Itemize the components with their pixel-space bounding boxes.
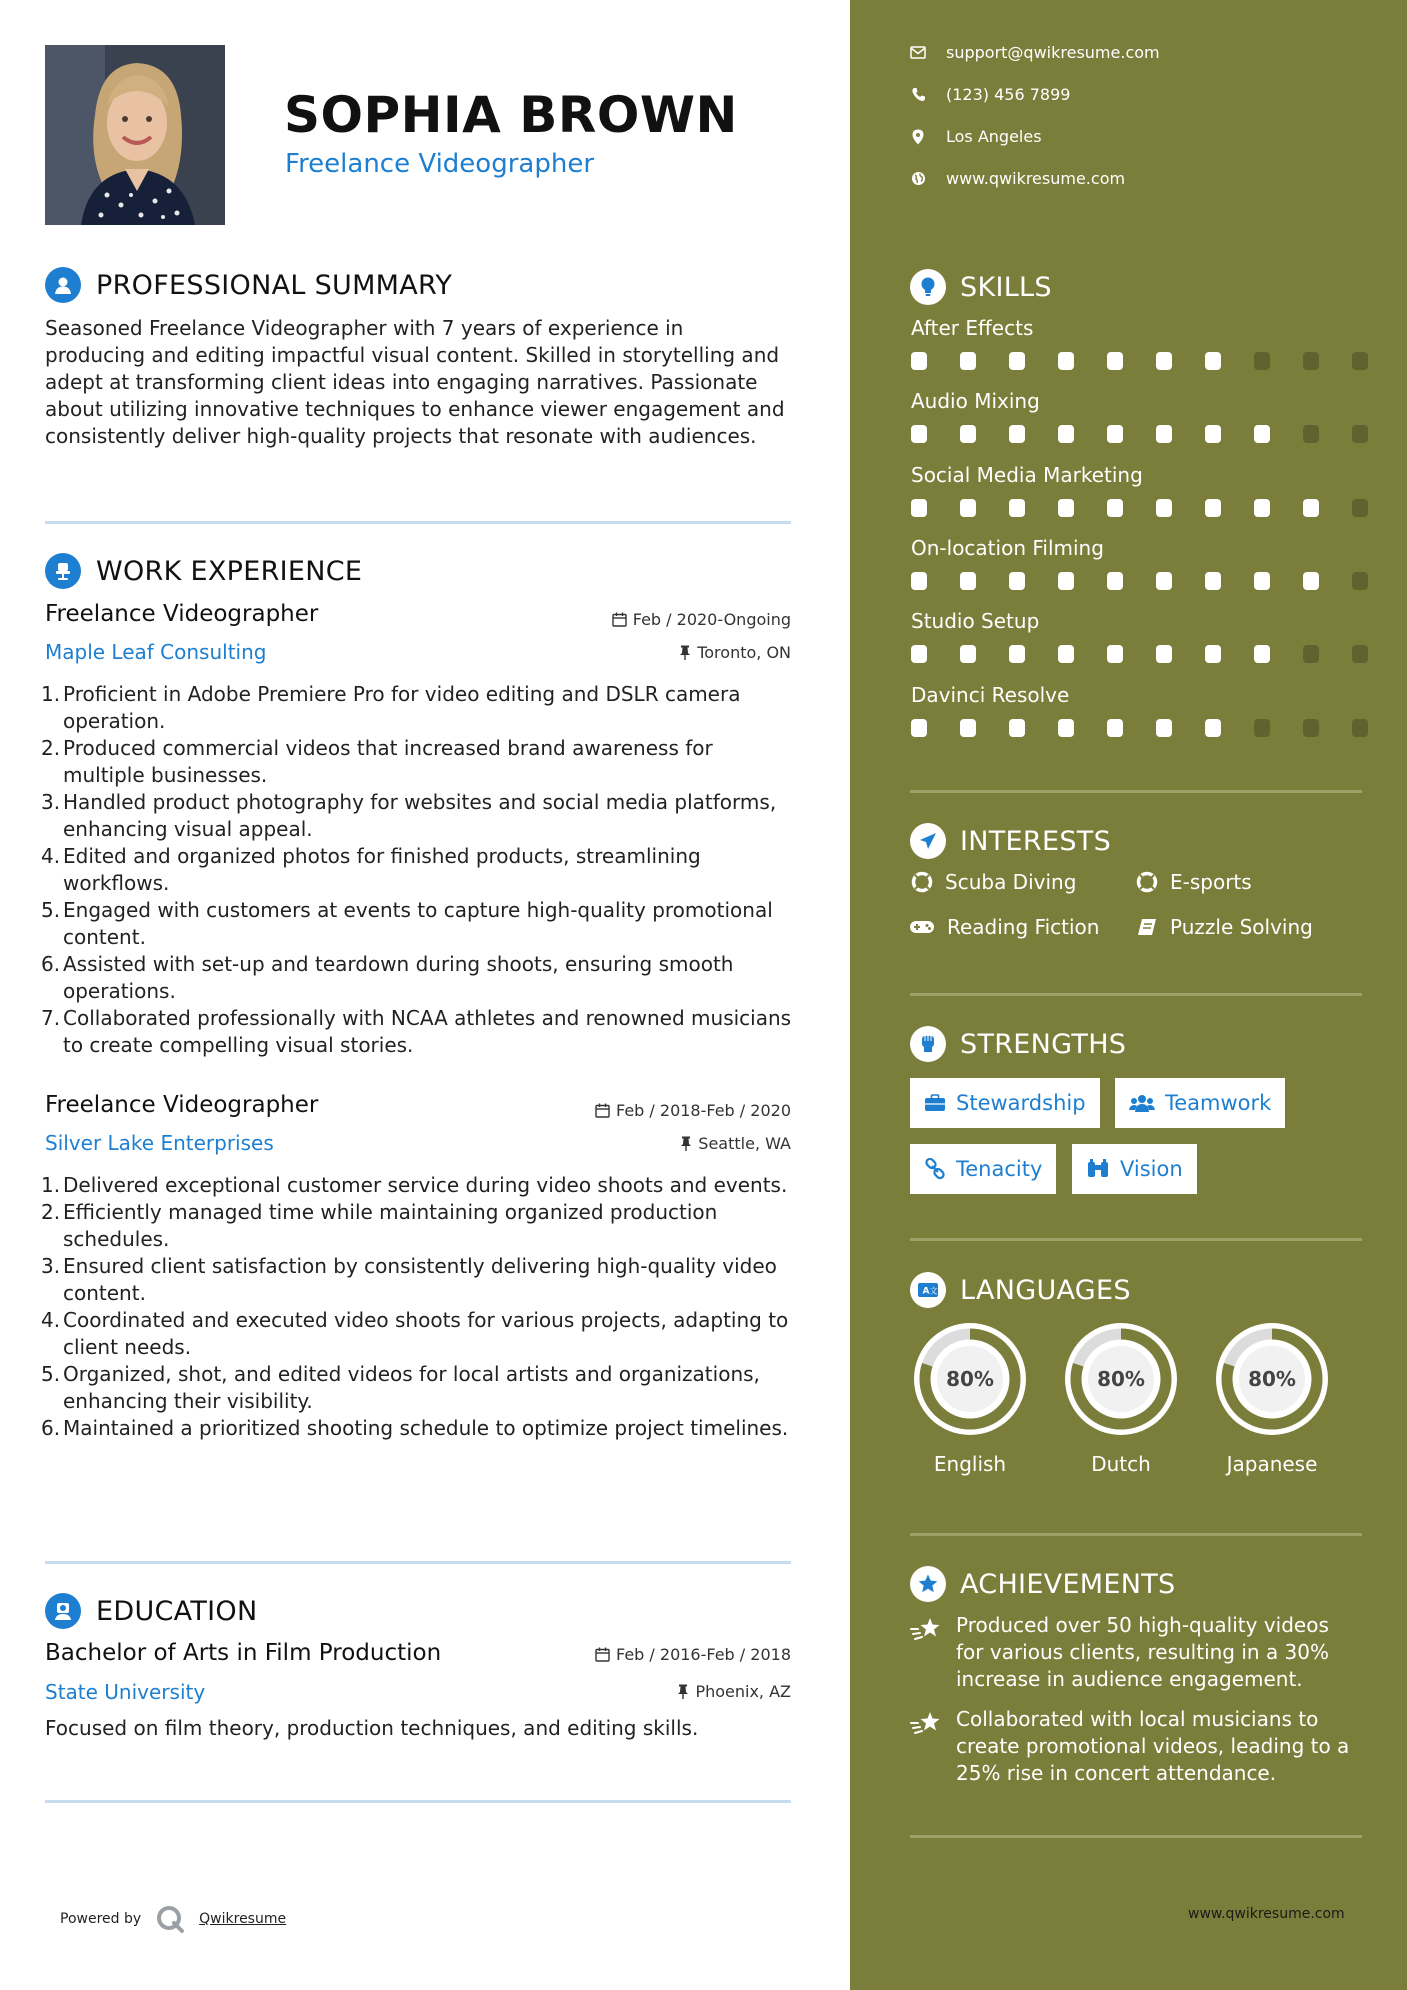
job-location	[679, 643, 791, 662]
strengths-title: STRENGTHS	[960, 1028, 1127, 1060]
job-title: Freelance Videographer	[45, 601, 319, 627]
achievement-item	[910, 1706, 1360, 1787]
skill-dot-filled	[911, 352, 927, 370]
skill-dot-filled	[1058, 499, 1074, 517]
duty-item: 2. Produced commercial videos that increased brand awareness for multiple businesses.	[41, 736, 713, 787]
skill-dot-filled	[1058, 719, 1074, 737]
skill-dot-filled	[1009, 719, 1025, 737]
skill-rating	[911, 719, 1366, 739]
contact-email[interactable]	[910, 43, 1160, 62]
skill-dot-filled	[1009, 499, 1025, 517]
contact-phone[interactable]	[910, 85, 1070, 104]
skill-dot-empty	[1303, 645, 1319, 663]
duty-item: 4. Edited and organized photos for finished products, streamlining workflows.	[41, 844, 701, 895]
skill-dot-filled	[1058, 352, 1074, 370]
school-name: State University	[45, 1680, 206, 1704]
language-item	[909, 1318, 1031, 1476]
skill-dot-filled	[1254, 645, 1270, 663]
link-icon	[924, 1158, 946, 1180]
language-ring	[1211, 1318, 1333, 1440]
strength-label: Tenacity	[956, 1157, 1043, 1181]
duty-item: 5. Organized, shot, and edited videos for local artists and organizations, enhancing their visibility.	[41, 1362, 760, 1413]
skill-name: Social Media Marketing	[911, 463, 1143, 487]
skill-dot-filled	[960, 645, 976, 663]
duty-item: 2. Efficiently managed time while maintaining organized production schedules.	[41, 1200, 718, 1251]
duty-item: 5. Engaged with customers at events to capture high-quality promotional content.	[41, 898, 773, 949]
education-dates	[595, 1645, 791, 1664]
skill-dot-filled	[1009, 352, 1025, 370]
skill-dot-filled	[1205, 425, 1221, 443]
achievements-heading	[910, 1566, 1176, 1602]
duty-item: 4. Coordinated and executed video shoots for various projects, adapting to client needs.	[41, 1308, 789, 1359]
skill-dot-empty	[1303, 352, 1319, 370]
calendar-icon	[612, 612, 627, 627]
duty-item: 3. Ensured client satisfaction by consistently delivering high-quality video content.	[41, 1254, 777, 1305]
skill-dot-filled	[1107, 352, 1123, 370]
skill-dot-empty	[1352, 425, 1368, 443]
job-duties	[41, 681, 793, 1059]
user-icon	[45, 267, 81, 303]
job-location-text: Toronto, ON	[697, 643, 791, 662]
contact-website-text: www.qwikresume.com	[946, 169, 1126, 188]
strength-chip	[1072, 1144, 1197, 1194]
job-dates	[612, 610, 791, 629]
contact-phone-text: (123) 456 7899	[946, 85, 1071, 104]
skills-heading	[910, 269, 1052, 305]
skill-item	[911, 609, 1366, 665]
interests-heading	[910, 823, 1111, 859]
skill-dot-filled	[1205, 645, 1221, 663]
interest-label: Reading Fiction	[947, 915, 1100, 939]
skill-item	[911, 316, 1366, 372]
skill-dot-empty	[1352, 499, 1368, 517]
skill-dot-filled	[1156, 352, 1172, 370]
skill-dot-empty	[1352, 719, 1368, 737]
skill-dot-filled	[911, 425, 927, 443]
skill-item	[911, 536, 1366, 592]
language-name: English	[933, 1452, 1007, 1476]
section-divider	[45, 521, 791, 524]
job-company: Maple Leaf Consulting	[45, 640, 267, 664]
language-level: 80%	[1097, 1367, 1145, 1391]
skill-dot-filled	[1156, 499, 1172, 517]
skill-dot-filled	[960, 425, 976, 443]
education-description: Focused on film theory, production techniques, and editing skills.	[45, 1716, 699, 1740]
phone-icon	[910, 87, 926, 103]
skill-dot-filled	[1107, 499, 1123, 517]
experience-title: WORK EXPERIENCE	[96, 555, 363, 587]
strength-chip	[910, 1144, 1056, 1194]
languages-title: LANGUAGES	[960, 1274, 1131, 1306]
skill-rating	[911, 572, 1366, 592]
gamepad-icon	[909, 918, 935, 936]
skill-dot-filled	[1009, 572, 1025, 590]
shooting-star-icon	[910, 1706, 944, 1787]
skill-dot-filled	[1303, 572, 1319, 590]
skill-dot-filled	[911, 572, 927, 590]
skill-dot-empty	[1303, 719, 1319, 737]
map-marker-icon	[910, 129, 926, 145]
job-title: Freelance Videographer	[45, 1092, 319, 1118]
skill-dot-filled	[1107, 425, 1123, 443]
skill-rating	[911, 352, 1366, 372]
language-name: Japanese	[1226, 1452, 1318, 1476]
contact-email-text: support@qwikresume.com	[946, 43, 1160, 62]
skill-dot-filled	[911, 499, 927, 517]
language-name: Dutch	[1091, 1452, 1151, 1476]
section-divider	[910, 1835, 1362, 1838]
language-item	[1060, 1318, 1182, 1476]
language-level: 80%	[1248, 1367, 1296, 1391]
skill-dot-filled	[1254, 499, 1270, 517]
section-divider	[910, 790, 1362, 793]
interest-label: E-sports	[1170, 870, 1252, 894]
achievement-item	[910, 1612, 1360, 1693]
skill-rating	[911, 499, 1366, 519]
contact-location	[910, 127, 1042, 146]
skill-dot-filled	[1107, 645, 1123, 663]
duty-item: 3. Handled product photography for websites and social media platforms, enhancing visual appeal.	[41, 790, 777, 841]
job-dates-text: Feb / 2020-Ongoing	[632, 610, 791, 629]
envelope-icon	[910, 45, 926, 61]
candidate-role: Freelance Videographer	[285, 149, 595, 179]
book-icon	[1136, 917, 1158, 937]
strength-label: Stewardship	[956, 1091, 1086, 1115]
strength-label: Teamwork	[1165, 1091, 1272, 1115]
fist-icon	[910, 1026, 946, 1062]
skill-dot-filled	[1205, 719, 1221, 737]
translate-icon	[910, 1272, 946, 1308]
skill-dot-filled	[1009, 425, 1025, 443]
skill-item	[911, 683, 1366, 739]
achievement-text: Collaborated with local musicians to create promotional videos, leading to a 25% rise in concert attendance.	[956, 1707, 1350, 1785]
summary-text: Seasoned Freelance Videographer with 7 years of experience in producing and editing impactful visual content. Skilled in storytelling and adept at transforming client ideas into engaging narratives. Passionate about utilizing innovative techniques to enhance viewer engagement and consistently deliver high-quality projects that resonate with audiences.	[45, 316, 785, 448]
interest-item	[909, 915, 1099, 939]
skill-dot-filled	[1254, 572, 1270, 590]
languages-heading	[910, 1272, 1131, 1308]
experience-heading	[45, 553, 362, 589]
section-divider	[910, 1533, 1362, 1536]
achievement-text: Produced over 50 high-quality videos for various clients, resulting in a 30% increase in audience engagement.	[956, 1613, 1330, 1691]
profile-photo	[45, 45, 225, 225]
skill-dot-filled	[1009, 645, 1025, 663]
skill-dot-empty	[1303, 425, 1319, 443]
skill-dot-empty	[1352, 572, 1368, 590]
svg-text:A: A	[922, 1286, 930, 1297]
interest-label: Puzzle Solving	[1170, 915, 1313, 939]
lightbulb-icon	[910, 269, 946, 305]
strength-chip	[1115, 1078, 1285, 1128]
strength-label: Vision	[1120, 1157, 1183, 1181]
calendar-icon	[595, 1647, 610, 1662]
binoculars-icon	[1086, 1159, 1110, 1179]
graduate-icon	[45, 1593, 81, 1629]
skill-dot-filled	[960, 352, 976, 370]
education-title: EDUCATION	[96, 1595, 258, 1627]
duty-item: 1. Proficient in Adobe Premiere Pro for video editing and DSLR camera operation.	[41, 682, 741, 733]
skill-dot-filled	[960, 572, 976, 590]
job-company: Silver Lake Enterprises	[45, 1131, 274, 1155]
strengths-heading	[910, 1026, 1126, 1062]
section-divider	[45, 1561, 791, 1564]
skill-dot-filled	[1107, 572, 1123, 590]
job-dates-text: Feb / 2018-Feb / 2020	[616, 1101, 791, 1120]
skill-item	[911, 463, 1366, 519]
skill-dot-filled	[960, 719, 976, 737]
interests-title: INTERESTS	[960, 825, 1112, 857]
skill-dot-empty	[1352, 352, 1368, 370]
skill-dot-empty	[1352, 645, 1368, 663]
language-ring	[909, 1318, 1031, 1440]
duty-item: 7. Collaborated professionally with NCAA athletes and renowned musicians to create compelling visual stories.	[41, 1006, 792, 1057]
education-location-text: Phoenix, AZ	[695, 1682, 791, 1701]
job-duties	[41, 1172, 793, 1442]
skill-dot-filled	[1058, 425, 1074, 443]
interest-item	[911, 870, 1076, 894]
section-divider	[45, 1800, 791, 1803]
skill-dot-filled	[1303, 499, 1319, 517]
star-badge-icon	[910, 1566, 946, 1602]
duty-item: 6. Maintained a prioritized shooting schedule to optimize project timelines.	[41, 1416, 789, 1440]
section-divider	[910, 1238, 1362, 1241]
language-item	[1211, 1318, 1333, 1476]
education-dates-text: Feb / 2016-Feb / 2018	[616, 1645, 791, 1664]
job-location	[680, 1134, 791, 1153]
job-location-text: Seattle, WA	[698, 1134, 791, 1153]
skill-dot-filled	[1254, 425, 1270, 443]
shooting-star-icon	[910, 1612, 944, 1693]
degree-title: Bachelor of Arts in Film Production	[45, 1640, 442, 1666]
language-level: 80%	[946, 1367, 994, 1391]
svg-text:文: 文	[929, 1286, 938, 1296]
briefcase-icon	[924, 1094, 946, 1112]
skill-dot-filled	[1156, 645, 1172, 663]
strength-chip	[910, 1078, 1100, 1128]
section-divider	[910, 993, 1362, 996]
interest-label: Scuba Diving	[945, 870, 1077, 894]
qwikresume-logo-icon	[155, 1904, 185, 1934]
candidate-name: SOPHIA BROWN	[284, 86, 738, 144]
skill-dot-filled	[1205, 572, 1221, 590]
lifebuoy-icon	[911, 871, 933, 893]
skill-name: Audio Mixing	[911, 389, 1040, 413]
skill-name: Studio Setup	[911, 609, 1040, 633]
skill-dot-filled	[911, 645, 927, 663]
education-heading	[45, 1593, 257, 1629]
users-icon	[1129, 1094, 1155, 1112]
powered-by-label: Powered by	[60, 1911, 142, 1927]
skill-dot-filled	[1058, 645, 1074, 663]
skill-dot-filled	[1156, 719, 1172, 737]
skill-dot-filled	[911, 719, 927, 737]
skill-rating	[911, 645, 1366, 665]
lifebuoy-icon	[1136, 871, 1158, 893]
skill-dot-filled	[1058, 572, 1074, 590]
duty-item: 6. Assisted with set-up and teardown during shoots, ensuring smooth operations.	[41, 952, 734, 1003]
pin-icon	[680, 1136, 692, 1151]
interest-item	[1136, 870, 1252, 894]
chair-icon	[45, 553, 81, 589]
summary-heading	[45, 267, 452, 303]
qwikresume-link[interactable]: Qwikresume	[199, 1911, 287, 1927]
powered-by	[60, 1904, 286, 1934]
contact-location-text: Los Angeles	[946, 127, 1042, 146]
job-dates	[595, 1101, 791, 1120]
footer-website-link[interactable]: www.qwikresume.com	[1188, 1906, 1345, 1922]
language-ring	[1060, 1318, 1182, 1440]
skill-dot-filled	[960, 499, 976, 517]
skills-title: SKILLS	[960, 271, 1052, 303]
skill-name: Davinci Resolve	[911, 683, 1070, 707]
skill-dot-empty	[1254, 352, 1270, 370]
skill-dot-filled	[1205, 499, 1221, 517]
duty-item: 1. Delivered exceptional customer service during video shoots and events.	[41, 1173, 788, 1197]
summary-title: PROFESSIONAL SUMMARY	[96, 269, 453, 301]
skill-name: On-location Filming	[911, 536, 1104, 560]
skill-name: After Effects	[911, 316, 1034, 340]
skill-dot-empty	[1254, 719, 1270, 737]
achievements-title: ACHIEVEMENTS	[960, 1568, 1176, 1600]
skill-dot-filled	[1156, 572, 1172, 590]
interest-item	[1136, 915, 1313, 939]
skill-dot-filled	[1107, 719, 1123, 737]
paper-plane-icon	[910, 823, 946, 859]
calendar-icon	[595, 1103, 610, 1118]
contact-website[interactable]	[910, 169, 1125, 188]
skill-rating	[911, 425, 1366, 445]
globe-icon	[910, 171, 926, 187]
pin-icon	[679, 645, 691, 660]
skill-item	[911, 389, 1366, 445]
pin-icon	[677, 1684, 689, 1699]
education-location	[677, 1682, 791, 1701]
skill-dot-filled	[1156, 425, 1172, 443]
skill-dot-filled	[1205, 352, 1221, 370]
